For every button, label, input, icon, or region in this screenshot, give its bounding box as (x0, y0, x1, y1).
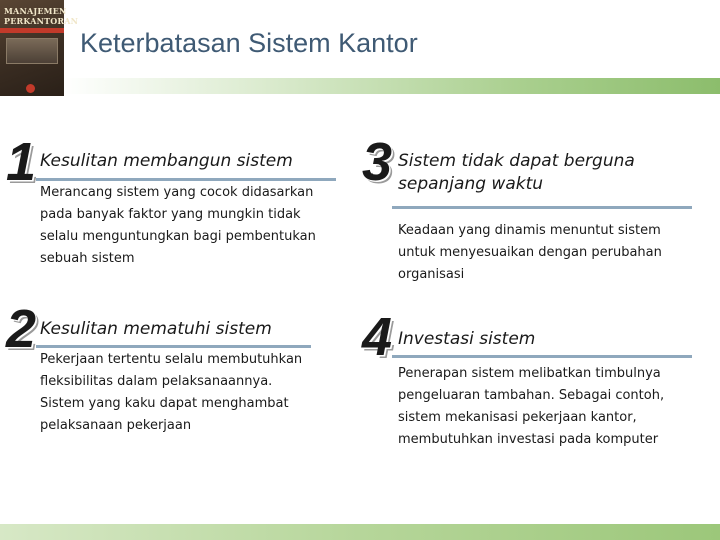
item-number-1: 1 (6, 132, 37, 192)
item-body-1: Merancang sistem yang cocok didasarkan pada banyak faktor yang mungkin tidak selalu menguntungkan bagi pembentukan sebuah sistem (40, 185, 316, 266)
item-number-2: 2 (6, 299, 37, 359)
book-title (4, 6, 79, 26)
item-body-3: Keadaan yang dinamis menuntut sistem untuk menyesuaikan dengan perubahan organisasi (398, 223, 662, 282)
item-title-2: Kesulitan mematuhi sistem (40, 319, 272, 339)
book-band (0, 28, 64, 33)
item-title-1: Kesulitan membangun sistem (40, 151, 293, 171)
item-title-3: Sistem tidak dapat berguna sepanjang waktu (398, 151, 635, 194)
item-body-2: Pekerjaan tertentu selalu membutuhkan fleksibilitas dalam pelaksanaannya. Sistem yang kaku dapat menghambat pelaksanaan pekerjaan (40, 352, 303, 433)
book-title-line1: MANAJEMEN (4, 6, 67, 16)
page-title: Keterbatasan Sistem Kantor (80, 28, 418, 58)
item-underline-1 (36, 178, 336, 181)
book-title-line2: PERKANTORAN (4, 16, 79, 26)
item-number-3: 3 (362, 132, 393, 192)
book-logo-icon (26, 84, 35, 93)
item-title-4: Investasi sistem (398, 329, 536, 349)
item-body-4: Penerapan sistem melibatkan timbulnya pengeluaran tambahan. Sebagai contoh, sistem mekanisasi pekerjaan kantor, membutuhkan investasi pada komputer (398, 366, 665, 447)
book-cover-icon (0, 0, 79, 96)
item-underline-2 (36, 345, 311, 348)
item-underline-4 (392, 355, 692, 358)
item-underline-3 (392, 206, 692, 209)
header-stripe (62, 78, 720, 94)
item-number-4: 4 (362, 307, 393, 367)
book-photo (6, 38, 58, 64)
footer-bar (0, 524, 720, 540)
